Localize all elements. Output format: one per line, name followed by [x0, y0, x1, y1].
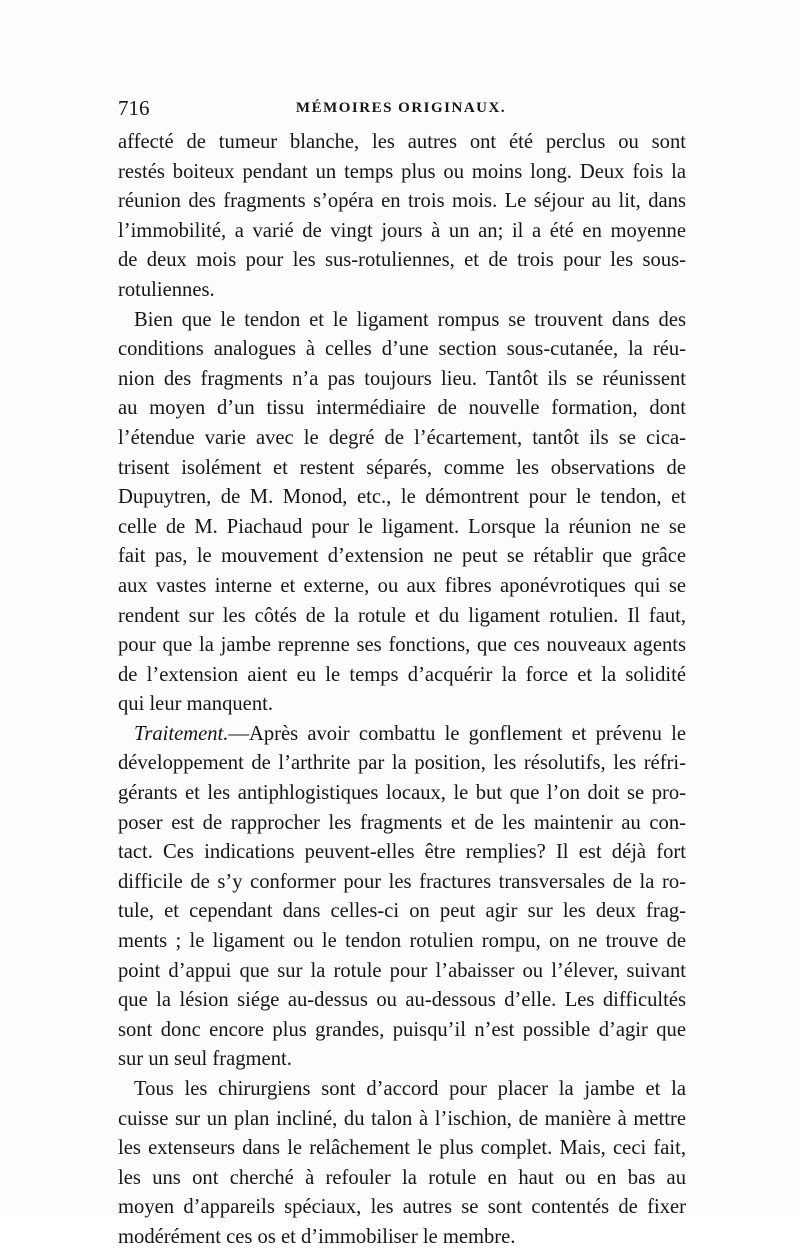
text-line: trisent isolément et restent séparés, comme les observations de — [118, 456, 686, 479]
text-line: nion des fragments n’a pas toujours lieu. Tantôt ils se réunissent — [118, 367, 686, 390]
text-line: celle de M. Piachaud pour le ligament. Lorsque la réunion ne se — [118, 515, 686, 538]
text-line: restés boiteux pendant un temps plus ou moins long. Deux fois la — [118, 160, 686, 183]
text-line: gérants et les antiphlogistiques locaux, le but que l’on doit se pro- — [118, 782, 686, 805]
text-line: Dupuytren, de M. Monod, etc., le démontrent pour le tendon, et — [118, 486, 686, 509]
text-line: poser est de rapprocher les fragments et de les maintenir au con- — [118, 811, 686, 834]
text-line: affecté de tumeur blanche, les autres ont été perclus ou sont — [118, 131, 686, 153]
text-line: l’immobilité, a varié de vingt jours à un an; il a été en moyenne — [118, 219, 686, 242]
text-line: qui leur manquent. — [118, 693, 273, 716]
text-line: développement de l’arthrite par la position, les résolutifs, les réfri- — [118, 752, 686, 775]
text-line: de l’extension aient eu le temps d’acquérir la force et la solidité — [118, 663, 686, 686]
text-line: ments ; le ligament ou le tendon rotulien rompu, on ne trouve de — [118, 930, 686, 953]
page-number: 716 — [118, 96, 150, 120]
text-line: rotuliennes. — [118, 278, 215, 301]
paragraph-1 — [118, 128, 686, 306]
text-line: modérément ces os et d’immobiliser le membre. — [118, 1225, 516, 1248]
page-header — [118, 96, 684, 126]
paragraph-3 — [118, 720, 686, 1075]
paragraph-4 — [118, 1075, 686, 1253]
text-line: au moyen d’un tissu intermédiaire de nouvelle formation, dont — [118, 397, 686, 420]
text-line: aux vastes interne et externe, ou aux fibres aponévrotiques qui se — [118, 574, 686, 597]
text-line: difficile de s’y conformer pour les fractures transversales de la ro- — [118, 870, 686, 893]
running-title: MÉMOIRES ORIGINAUX. — [295, 100, 507, 116]
text-line: rendent sur les côtés de la rotule et du ligament rotulien. Il faut, — [118, 604, 686, 627]
section-heading-traitement: Traitement. — [134, 722, 229, 745]
text-line: tule, et cependant dans celles-ci on peut agir sur les deux frag- — [118, 900, 686, 923]
text-line-rest: —Après avoir combattu le gonflement et prévenu le — [228, 722, 686, 745]
body-text — [118, 128, 686, 1253]
text-line: les uns ont cherché à refouler la rotule en haut ou en bas au — [118, 1166, 686, 1189]
text-line: l’étendue varie avec le degré de l’écartement, tantôt ils se cica- — [118, 426, 686, 449]
text-line: sont donc encore plus grandes, puisqu’il n’est possible d’agir que — [118, 1018, 686, 1041]
text-line: les extenseurs dans le relâchement le plus complet. Mais, ceci fait, — [118, 1137, 686, 1160]
text-line: tact. Ces indications peuvent-elles être remplies? Il est déjà fort — [118, 841, 686, 864]
text-line: point d’appui que sur la rotule pour l’abaisser ou l’élever, suivant — [118, 959, 686, 982]
text-line: moyen d’appareils spéciaux, les autres se sont contentés de fixer — [118, 1196, 686, 1219]
text-line: fait pas, le mouvement d’extension ne peut se rétablir que grâce — [118, 545, 686, 568]
text-line: Bien que le tendon et le ligament rompus se trouvent dans des — [134, 308, 686, 331]
paragraph-2 — [118, 306, 686, 720]
text-line: de deux mois pour les sus-rotuliennes, et de trois pour les sous- — [118, 249, 686, 272]
text-line — [118, 720, 686, 750]
text-line: Tous les chirurgiens sont d’accord pour placer la jambe et la — [134, 1078, 686, 1100]
text-line: réunion des fragments s’opéra en trois mois. Le séjour au lit, dans — [118, 190, 686, 213]
text-line: cuisse sur un plan incliné, du talon à l’ischion, de manière à mettre — [118, 1107, 686, 1130]
text-line: sur un seul fragment. — [118, 1048, 292, 1071]
text-line: pour que la jambe reprenne ses fonctions, que ces nouveaux agents — [118, 634, 686, 657]
text-line: conditions analogues à celles d’une section sous-cutanée, la réu- — [118, 338, 686, 361]
text-line: que la lésion siége au-dessus ou au-dessous d’elle. Les difficultés — [118, 989, 686, 1012]
